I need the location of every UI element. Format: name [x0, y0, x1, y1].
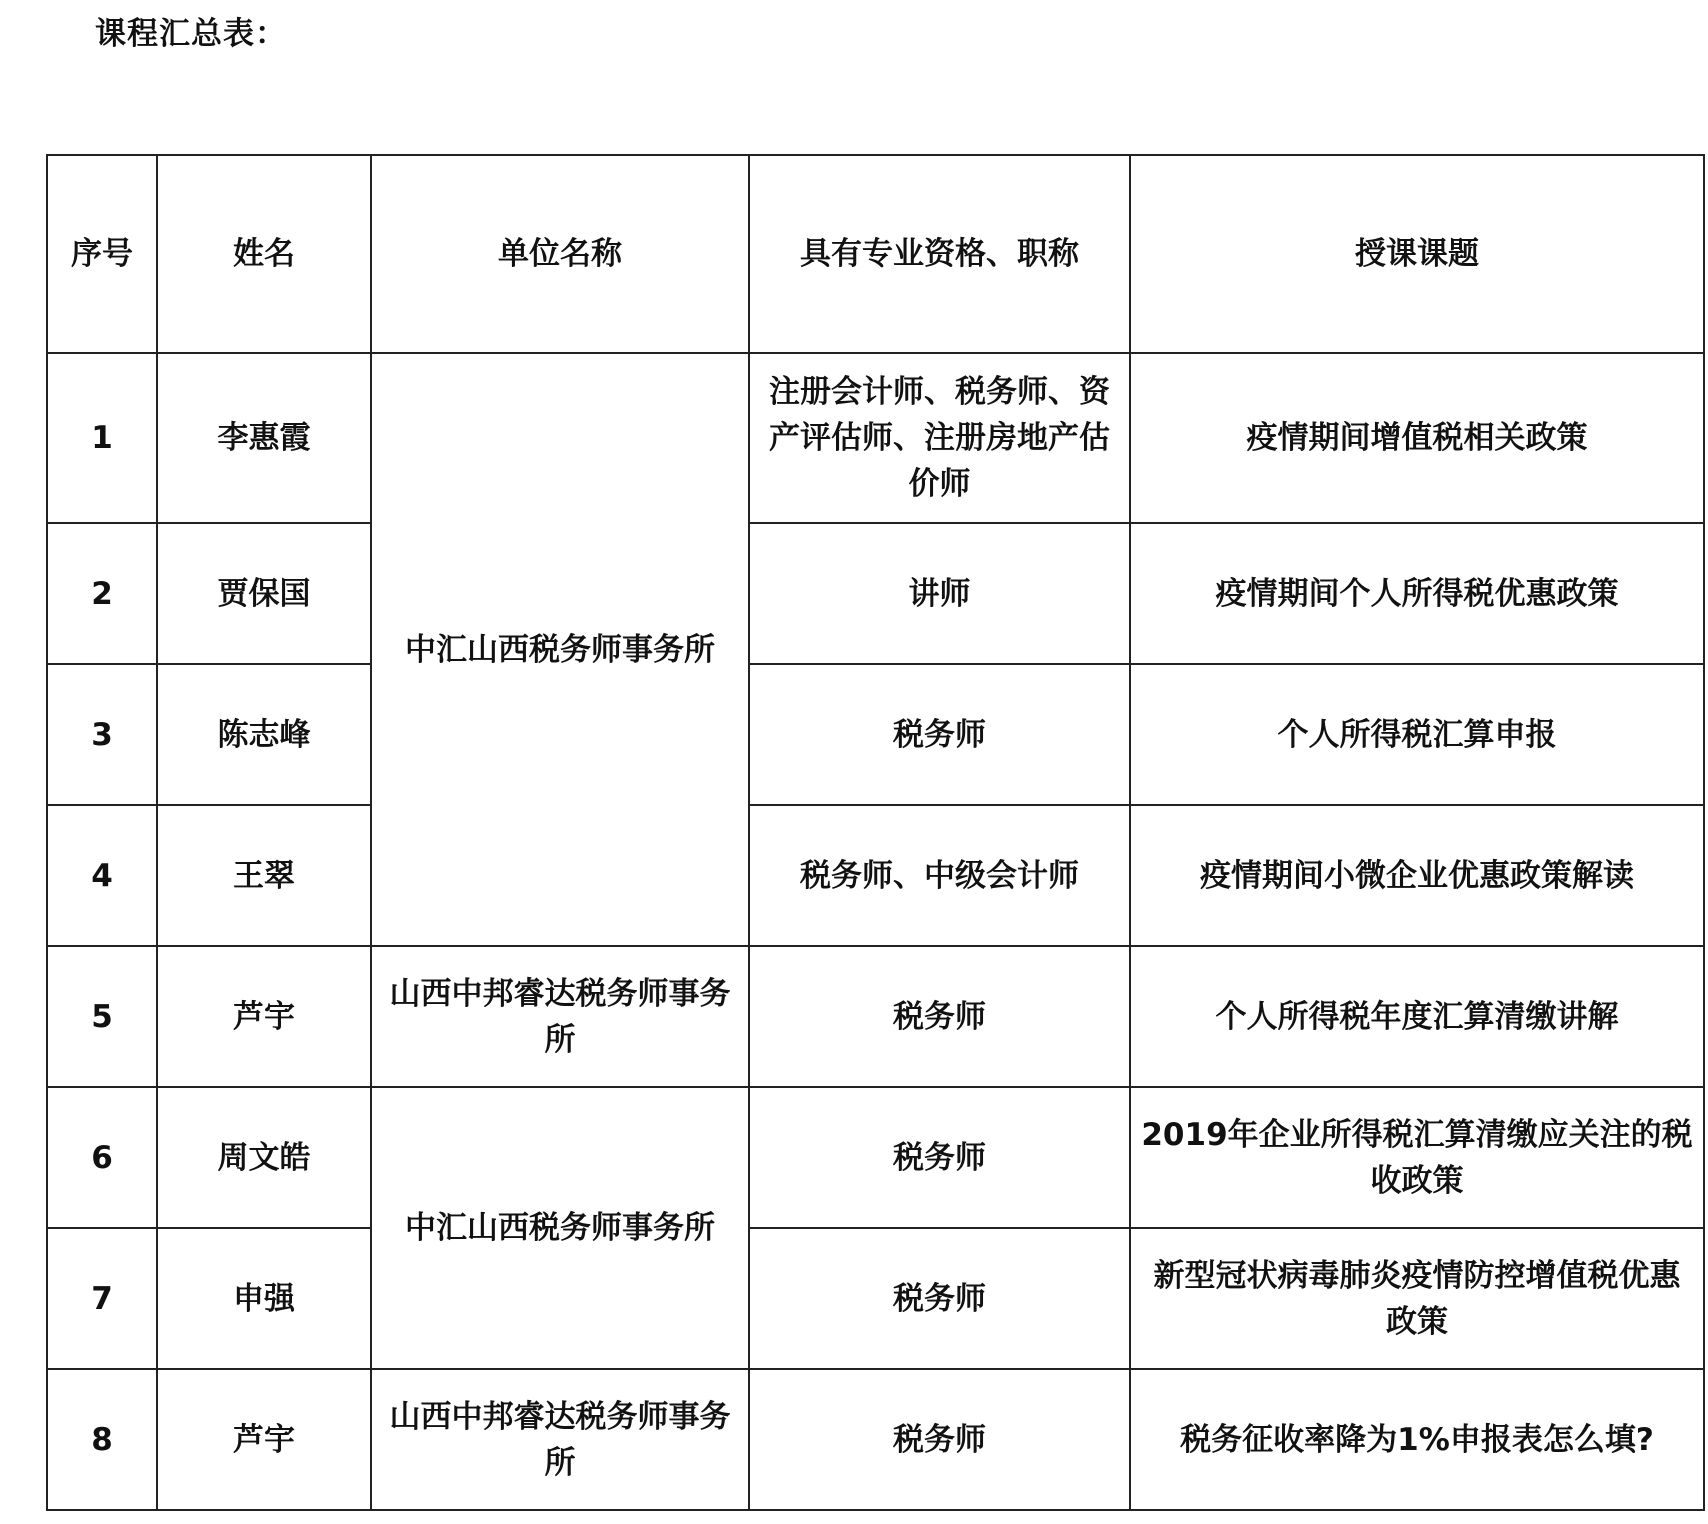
table-row: [47, 805, 1704, 946]
cell-no: 8: [47, 1369, 157, 1510]
cell-no: 1: [47, 353, 157, 523]
table-row: [47, 664, 1704, 805]
cell-qualification: 税务师: [749, 1087, 1130, 1228]
cell-topic: 新型冠状病毒肺炎疫情防控增值税优惠政策: [1130, 1228, 1704, 1369]
cell-topic: 2019年企业所得税汇算清缴应关注的税收政策: [1130, 1087, 1704, 1228]
cell-topic: 疫情期间小微企业优惠政策解读: [1130, 805, 1704, 946]
table-row: [47, 353, 1704, 523]
cell-topic: 个人所得税汇算申报: [1130, 664, 1704, 805]
cell-topic: 疫情期间增值税相关政策: [1130, 353, 1704, 523]
cell-name: 贾保国: [157, 523, 371, 664]
cell-qualification: 税务师: [749, 946, 1130, 1087]
cell-name: 王翠: [157, 805, 371, 946]
cell-unit: 山西中邦睿达税务师事务所: [371, 946, 749, 1087]
table-header-row: [47, 155, 1704, 353]
cell-qualification: 税务师: [749, 1228, 1130, 1369]
cell-qualification: 税务师: [749, 1369, 1130, 1510]
cell-topic: 税务征收率降为1%申报表怎么填?: [1130, 1369, 1704, 1510]
cell-no: 7: [47, 1228, 157, 1369]
cell-name: 芦宇: [157, 1369, 371, 1510]
cell-unit: 山西中邦睿达税务师事务所: [371, 1369, 749, 1510]
table-row: [47, 1228, 1704, 1369]
cell-qualification: 注册会计师、税务师、资产评估师、注册房地产估价师: [749, 353, 1130, 523]
header-no: 序号: [47, 155, 157, 353]
table-row: [47, 523, 1704, 664]
header-topic: 授课课题: [1130, 155, 1704, 353]
cell-no: 4: [47, 805, 157, 946]
cell-unit: 中汇山西税务师事务所: [371, 353, 749, 946]
cell-no: 2: [47, 523, 157, 664]
header-qualification: 具有专业资格、职称: [749, 155, 1130, 353]
course-summary-table: [46, 154, 1705, 1511]
cell-unit: 中汇山西税务师事务所: [371, 1087, 749, 1369]
cell-no: 3: [47, 664, 157, 805]
cell-topic: 疫情期间个人所得税优惠政策: [1130, 523, 1704, 664]
table-row: [47, 946, 1704, 1087]
cell-name: 陈志峰: [157, 664, 371, 805]
cell-name: 申强: [157, 1228, 371, 1369]
cell-name: 芦宇: [157, 946, 371, 1087]
cell-qualification: 税务师、中级会计师: [749, 805, 1130, 946]
document-title: 课程汇总表：: [95, 16, 287, 52]
cell-name: 周文皓: [157, 1087, 371, 1228]
cell-no: 5: [47, 946, 157, 1087]
cell-qualification: 讲师: [749, 523, 1130, 664]
cell-no: 6: [47, 1087, 157, 1228]
table-row: [47, 1369, 1704, 1510]
table-row: [47, 1087, 1704, 1228]
cell-name: 李惠霞: [157, 353, 371, 523]
cell-topic: 个人所得税年度汇算清缴讲解: [1130, 946, 1704, 1087]
header-name: 姓名: [157, 155, 371, 353]
header-unit: 单位名称: [371, 155, 749, 353]
cell-qualification: 税务师: [749, 664, 1130, 805]
